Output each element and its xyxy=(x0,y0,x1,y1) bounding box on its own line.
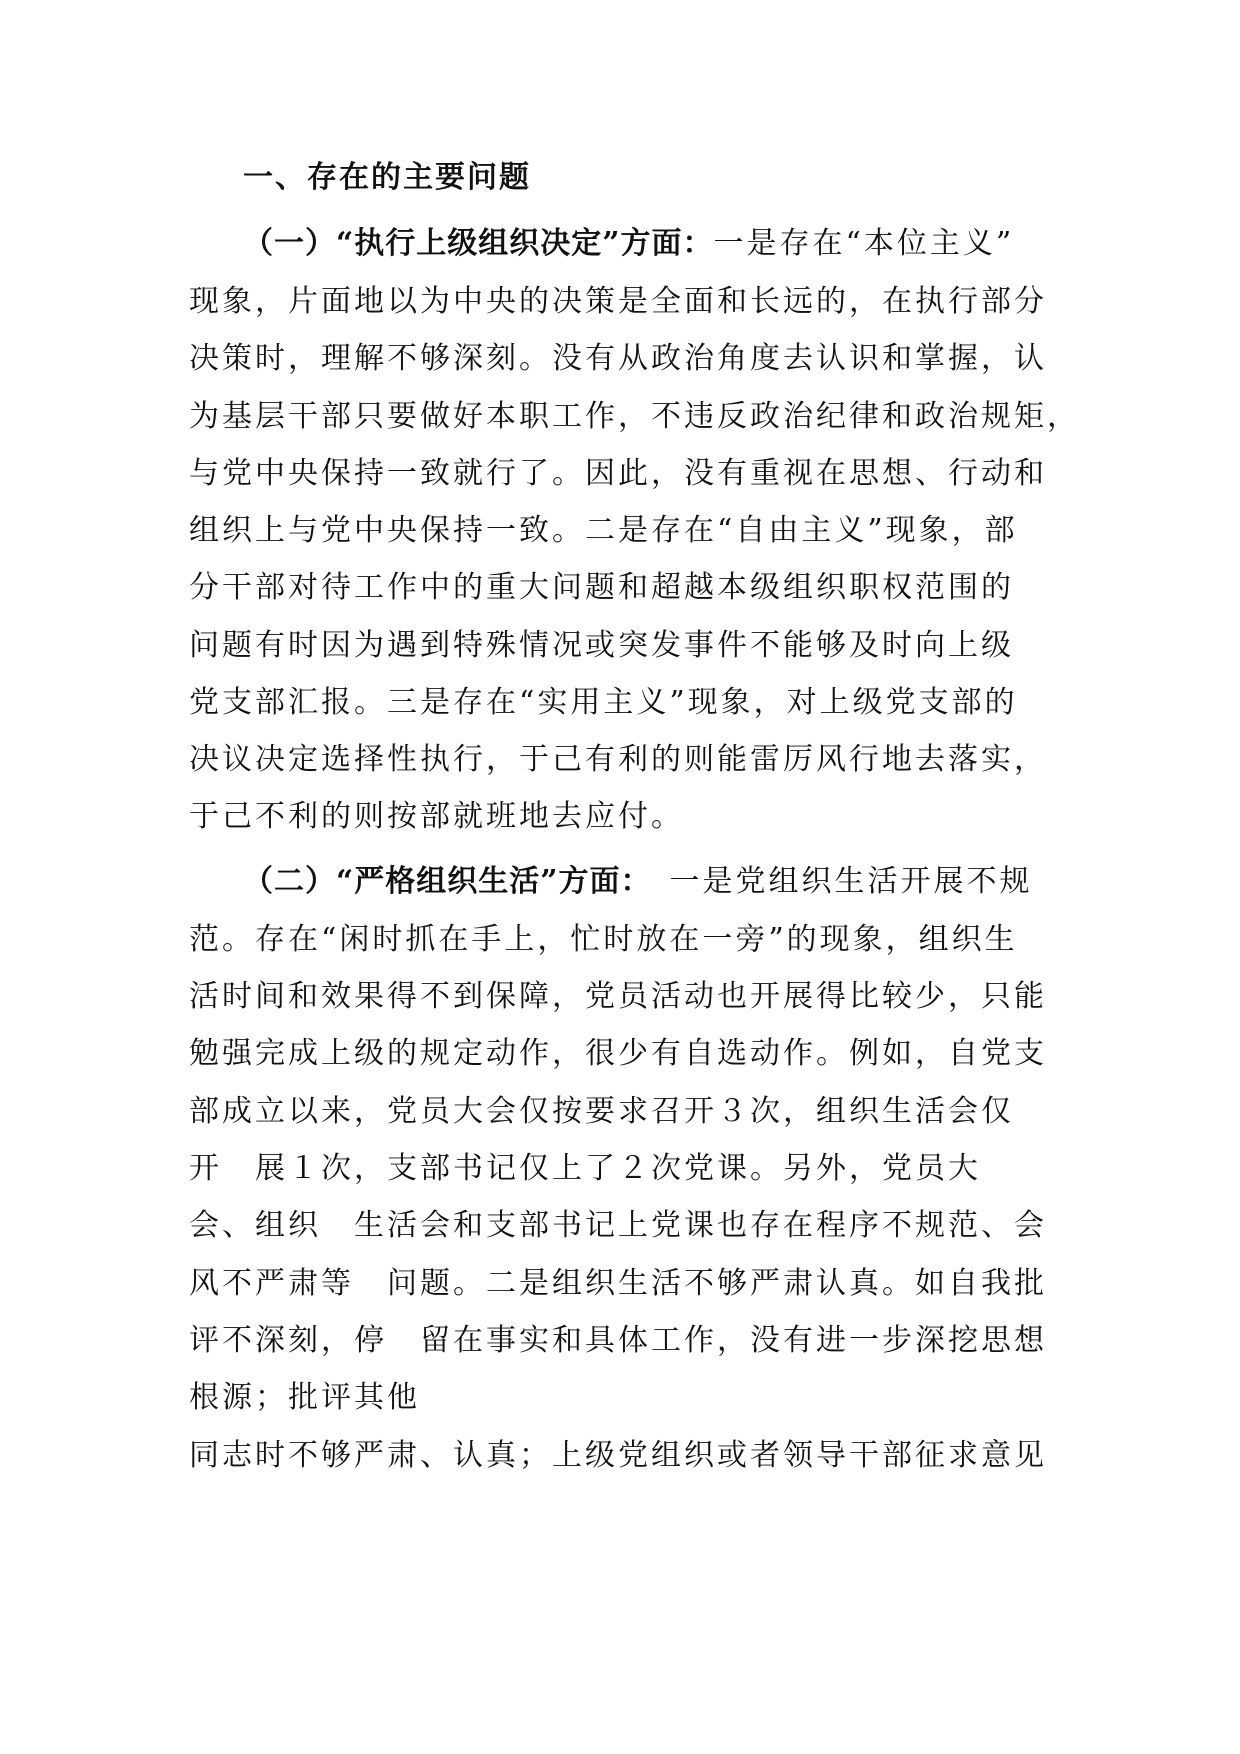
paragraph-line: 于己不利的则按部就班地去应付。 xyxy=(189,799,684,834)
paragraph-line: 评不深刻，停 留在事实和具体工作，没有进一步深挖思想 xyxy=(189,1323,1047,1358)
paragraph-line xyxy=(243,224,1014,264)
paragraph-text: 一是党组织生活开展不规 xyxy=(636,864,1033,899)
section-heading: 一、存在的主要问题 xyxy=(243,160,531,195)
paragraph-line: 决策时，理解不够深刻。没有从政治角度去认识和掌握，认 xyxy=(189,341,1047,376)
paragraph-line: 组织上与党中央保持一致。二是存在“自由主义”现象，部 xyxy=(189,513,1018,548)
subsection-label: （二）“严格组织生活”方面： xyxy=(243,864,637,899)
paragraph-line: 开 展１次，支部书记仅上了２次党课。另外，党员大 xyxy=(189,1151,981,1186)
paragraph-line: 为基层干部只要做好本职工作，不违反政治纪律和政治规矩， xyxy=(189,399,1080,434)
paragraph-line: 部成立以来，党员大会仅按要求召开３次，组织生活会仅 xyxy=(189,1094,1014,1129)
paragraph-line: 现象，片面地以为中央的决策是全面和长远的，在执行部分 xyxy=(189,284,1047,319)
paragraph-line: 决议决定选择性执行，于己有利的则能雷厉风行地去落实， xyxy=(189,742,1047,777)
paragraph-line: 根源；批评其他 xyxy=(189,1380,420,1415)
paragraph-line: 勉强完成上级的规定动作，很少有自选动作。例如，自党支 xyxy=(189,1036,1047,1071)
paragraph-line: 活时间和效果得不到保障，党员活动也开展得比较少，只能 xyxy=(189,979,1047,1014)
paragraph-line: 同志时不够严肃、认真；上级党组织或者领导干部征求意见 xyxy=(189,1438,1047,1473)
paragraph-line: 风不严肃等 问题。二是组织生活不够严肃认真。如自我批 xyxy=(189,1266,1047,1301)
paragraph-line: 会、组织 生活会和支部书记上党课也存在程序不规范、会 xyxy=(189,1208,1047,1243)
paragraph-line: 与党中央保持一致就行了。因此，没有重视在思想、行动和 xyxy=(189,456,1047,491)
paragraph-line: 问题有时因为遇到特殊情况或突发事件不能够及时向上级 xyxy=(189,628,1014,663)
paragraph-line: 党支部汇报。三是存在“实用主义”现象，对上级党支部的 xyxy=(189,685,1018,720)
paragraph-text: 一是存在“本位主义” xyxy=(713,226,1015,261)
paragraph-line xyxy=(243,862,1033,902)
paragraph-line: 分干部对待工作中的重大问题和超越本级组织职权范围的 xyxy=(189,570,1014,605)
subsection-label: （一）“执行上级组织决定”方面： xyxy=(243,226,714,261)
paragraph-line: 范。存在“闲时抓在手上，忙时放在一旁”的现象，组织生 xyxy=(189,922,1018,957)
